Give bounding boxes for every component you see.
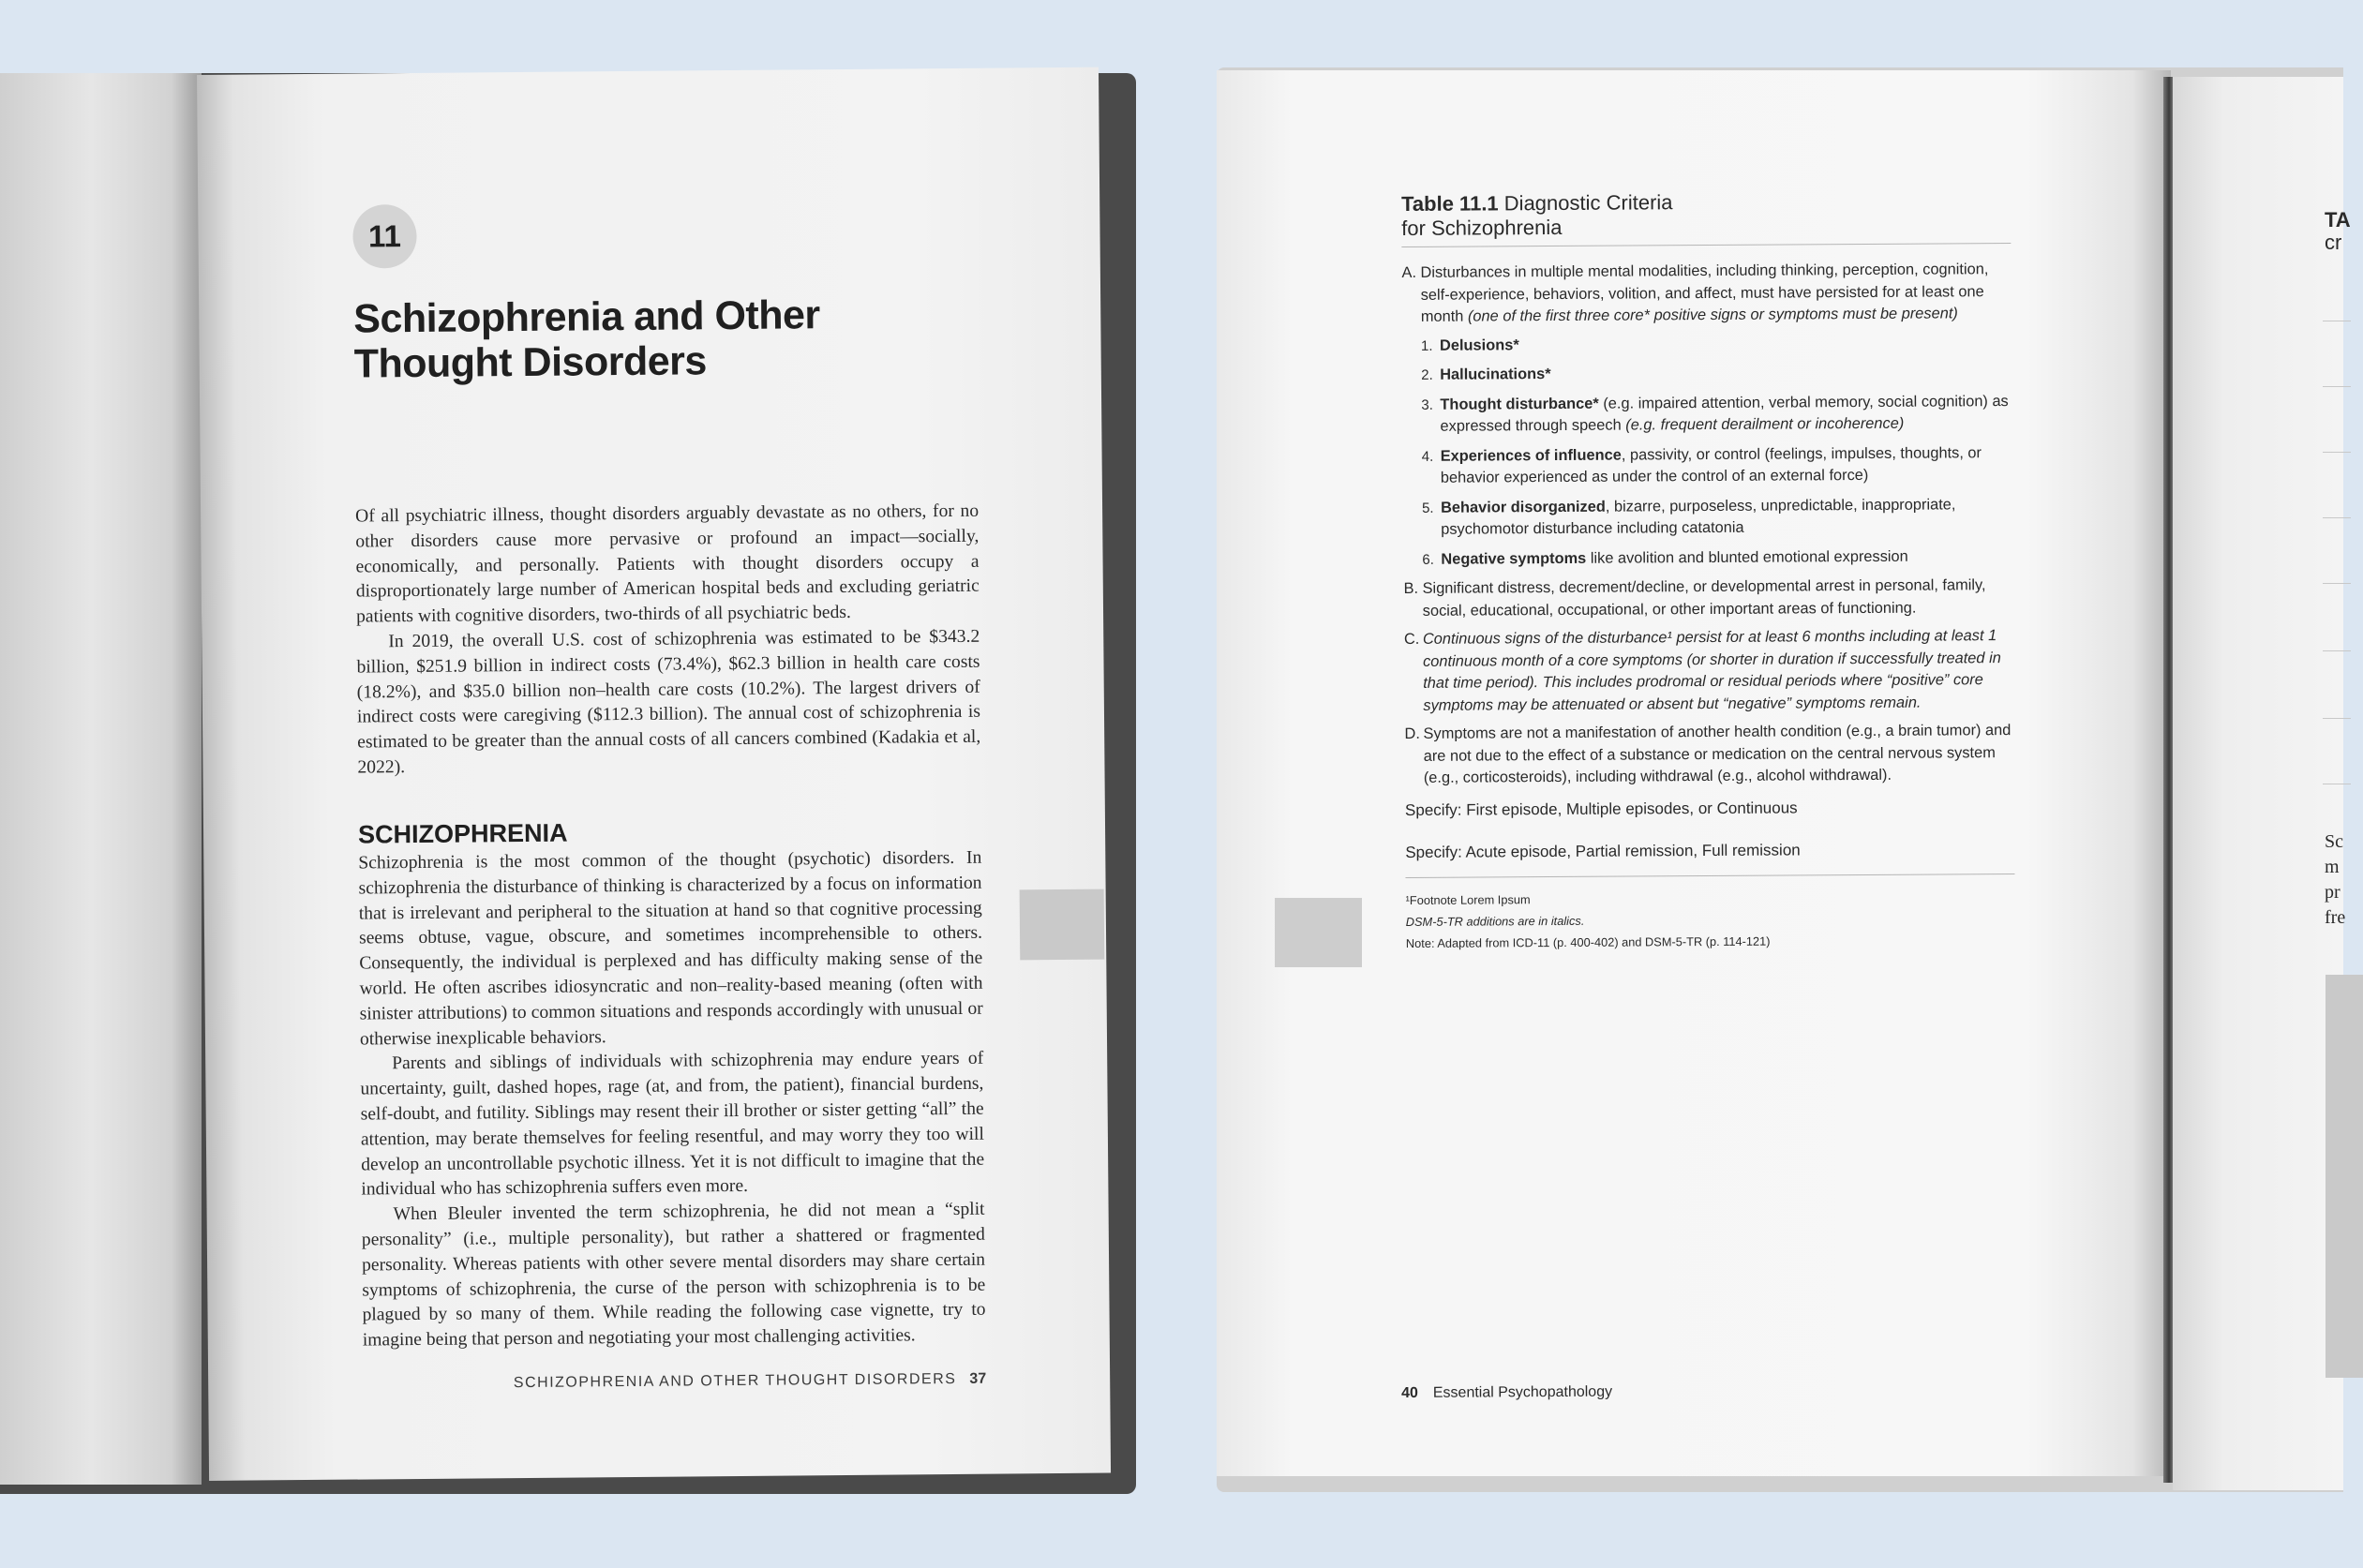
- section-heading: SCHIZOPHRENIA: [357, 818, 568, 849]
- symptom-text: [1441, 442, 2012, 490]
- intro-paragraph: Of all psychiatric illness, thought disorders arguably devastate as no others, for no other disorders cause more pervasive or profound an impact—socially, economically, and personally. Patients with thought disorders occupy a disproportionately large number of American hospital beds and excluding geriatric patients with cognitive disorders, two-thirds of all psychiatric beds.: [355, 500, 980, 627]
- next-table-rule: [2323, 386, 2351, 387]
- section-paragraph: When Bleuler invented the term schizophrenia, he did not mean a “split personality” (i.e., multiple personality), but rather a shattered or fragmented personality. Whereas patients with other severe mental disorders may share certain symptoms of schizophrenia, the curse of the person with schizophrenia is to be plagued by so many of them. While reading the following case vignette, try to imagine being that person and negotiating your most challenging activities.: [361, 1199, 986, 1351]
- symptom-number: 1.: [1420, 337, 1433, 354]
- table-title-line1: Diagnostic Criteria: [1503, 190, 1673, 216]
- criterion-text: Symptoms are not a manifestation of another health condition (e.g., a brain tumor) and are not due to the effect of a substance or medication on the central nervous system (e.g., corticosteroids), including withdrawal (e.g., alcohol withdrawal).: [1423, 722, 2012, 786]
- next-page-fragments: [2173, 0, 2351, 1568]
- symptom-item: [1421, 391, 2012, 439]
- diagnostic-criteria-table: [1401, 188, 2015, 953]
- italic-note: DSM-5-TR additions are in italics.: [1405, 913, 1585, 929]
- footnote: ¹Footnote Lorem Ipsum: [1405, 891, 1531, 907]
- symptom-item: [1422, 494, 2012, 542]
- chapter-title: Schizophrenia and Other Thought Disorders: [353, 292, 820, 387]
- next-table-rule: [2323, 718, 2351, 719]
- specify-line: Specify: Acute episode, Partial remission, Full remission: [1405, 840, 1801, 861]
- text-fragment: Sc: [2325, 831, 2343, 852]
- symptom-number: 2.: [1421, 366, 1433, 383]
- section-paragraph: Schizophrenia is the most common of the thought (psychotic) disorders. In schizophrenia the disturbance of thinking is characterized by a focus on information that is irrelevant and peripheral to the situation at hand so that cognitive processing seems obtuse, vague, obscure, and sometimes incomprehensible to others. Consequently, the individual is perplexed and has difficulty making sense of the world. He often ascribes idiosyncratic and non–reality-based meaning (often with sinister attributions) to common situations and responds accordingly with unusual or otherwise inexplicable behaviors.: [358, 847, 983, 1050]
- section-paragraph: Parents and siblings of individuals with schizophrenia may endure years of uncertainty, guilt, dashed hopes, rage (at, and from, the patient), financial burdens, self-doubt, and futility. Siblings may resent their ill brother or sister getting “all” the attention, may berate themselves for feeling resentful, and may worry they too will develop an uncontrollable psychotic illness. Yet it is not difficult to imagine that the individual who has schizophrenia suffers even more.: [360, 1049, 985, 1200]
- criterion-d: [1404, 720, 2013, 789]
- symptom-number: 6.: [1422, 551, 1434, 568]
- symptom-text: [1440, 361, 2012, 386]
- table-notes: [1406, 886, 2015, 954]
- criterion-b: [1404, 575, 2013, 622]
- next-page-figure-box: [2326, 975, 2363, 1378]
- symptom-italic: (e.g. frequent derailment or incoherence): [1625, 414, 1905, 434]
- thumb-tab-marker: [1275, 898, 1362, 967]
- page-number: 40: [1401, 1384, 1418, 1401]
- symptom-text: [1441, 494, 2012, 542]
- symptom-item: [1422, 442, 2012, 490]
- symptom-name: Hallucinations*: [1440, 366, 1551, 383]
- next-table-rule: [2323, 452, 2351, 453]
- criterion-label: D.: [1404, 724, 1420, 742]
- table-bottom-rule: [1405, 874, 2014, 878]
- symptom-text: [1440, 332, 2012, 357]
- symptom-description: , bizarre, purposeless, unpredictable, inappropriate, psychomotor disturbance including catatonia: [1441, 495, 1956, 538]
- symptom-name: Thought disturbance*: [1440, 395, 1599, 413]
- table-title-line2: for Schizophrenia: [1401, 215, 1563, 240]
- footer-book-title: Essential Psychopathology: [1432, 1383, 1613, 1401]
- text-fragment: pr: [2325, 882, 2341, 903]
- symptom-text: [1441, 545, 2012, 571]
- criterion-c: [1404, 625, 2014, 717]
- next-table-title-fragment: TA: [2325, 208, 2351, 231]
- symptom-description: (e.g. impaired attention, verbal memory, social cognition) as expressed through speech: [1440, 392, 2009, 435]
- criterion-a: [1401, 259, 2011, 328]
- next-table-rule: [2323, 583, 2351, 584]
- table-number: Table 11.1: [1401, 191, 1499, 216]
- chapter-number-badge: 11: [352, 204, 417, 269]
- criterion-text: [1420, 259, 2011, 328]
- criterion-label: A.: [1401, 263, 1417, 281]
- criterion-a-text: Disturbances in multiple mental modalities, including thinking, perception, cognition, self-experience, behaviors, volition, and affect, must have persisted for at least one month: [1420, 261, 1989, 325]
- symptom-text: [1440, 391, 2012, 439]
- symptom-name: Delusions*: [1439, 336, 1519, 354]
- symptom-item: [1422, 545, 2012, 571]
- symptom-name: Negative symptoms: [1441, 549, 1587, 568]
- next-page-text-fragments: [2325, 829, 2345, 931]
- criterion-a-italic: (one of the first three core* positive signs or symptoms must be present): [1467, 305, 1958, 325]
- next-table-subtitle-fragment: cr: [2325, 231, 2342, 254]
- symptom-number: 4.: [1421, 448, 1434, 465]
- footer-chapter-title: SCHIZOPHRENIA AND OTHER THOUGHT DISORDERS: [513, 1370, 957, 1392]
- text-fragment: m: [2325, 857, 2340, 877]
- symptom-name: Behavior disorganized: [1440, 498, 1606, 516]
- source-note: Note: Adapted from ICD-11 (p. 400-402) and DSM-5-TR (p. 114-121): [1405, 933, 1771, 950]
- criteria-list: [1401, 259, 2013, 789]
- next-table-rule: [2323, 650, 2351, 651]
- criterion-text: Significant distress, decrement/decline, or developmental arrest in personal, family, social, educational, occupational, or other important areas of functioning.: [1422, 576, 1986, 620]
- page-number: 37: [969, 1370, 987, 1387]
- table-title: [1401, 188, 2011, 241]
- symptom-description: like avolition and blunted emotional expression: [1586, 547, 1908, 567]
- table-top-rule: [1401, 243, 2011, 247]
- symptom-name: Experiences of influence: [1440, 446, 1622, 465]
- text-fragment: fre: [2325, 907, 2346, 928]
- criterion-text: Continuous signs of the disturbance¹ persist for at least 6 months including at least 1 continuous month of a core symptoms (or shorter in duration if successfully treated in that time period). This includes prodromal or residual periods where “positive” core symptoms may be attenuated or absent but “negative” symptoms remain.: [1422, 627, 2001, 714]
- running-footer: [1401, 1384, 1612, 1402]
- intro-paragraph: In 2019, the overall U.S. cost of schizophrenia was estimated to be $343.2 billion, $251.9 billion in indirect costs (73.4%), $62.3 billion in health care costs (18.2%), and $35.0 billion non–health care costs (10.2%). The largest drivers of indirect costs were caregiving ($112.3 billion). The annual cost of schizophrenia is estimated to be greater than the annual costs of all cancers combined (Kadakia et al, 2022).: [356, 626, 981, 778]
- symptom-item: [1421, 361, 2012, 386]
- symptom-number: 5.: [1422, 500, 1434, 516]
- next-table-rule: [2323, 517, 2351, 518]
- symptom-number: 3.: [1421, 396, 1433, 413]
- symptom-item: [1421, 332, 2012, 357]
- criterion-label: C.: [1403, 630, 1420, 648]
- specify-line: Specify: First episode, Multiple episodes, or Continuous: [1404, 798, 1798, 819]
- criterion-label: B.: [1403, 579, 1419, 597]
- symptom-description: , passivity, or control (feelings, impulses, thoughts, or behavior experienced as under the control of an external force): [1440, 443, 1982, 486]
